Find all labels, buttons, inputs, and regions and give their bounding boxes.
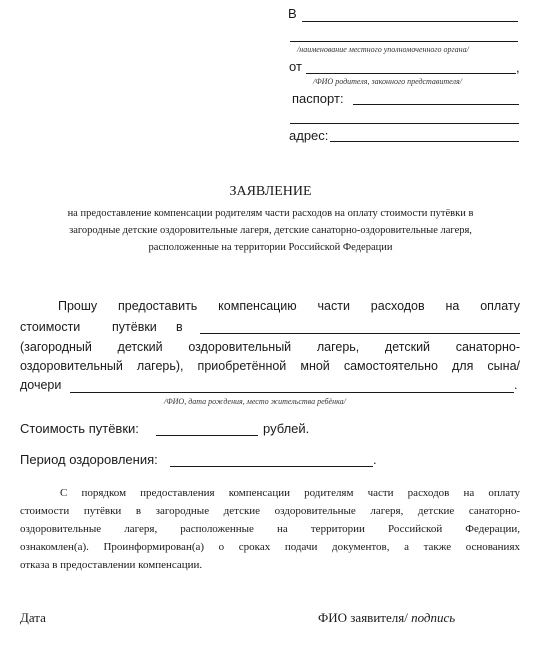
period-field-line[interactable]: [170, 466, 373, 467]
document-title: ЗАЯВЛЕНИЕ: [229, 184, 312, 199]
cost-unit: рублей.: [263, 421, 310, 436]
request-line-3: (загородный детский оздоровительный лагерь, детский санаторно-: [20, 340, 520, 354]
cost-label: Стоимость путёвки:: [20, 421, 139, 436]
passport-label: паспорт:: [292, 91, 344, 106]
from-prefix: от: [289, 59, 302, 74]
passport-field-line-2[interactable]: [290, 123, 519, 124]
notice-line-5: отказа в предоставлении компенсации.: [20, 559, 203, 571]
notice-line-3: оздоровительные лагеря, расположенные на территории Российской Федерации,: [20, 523, 520, 535]
child-info-field-line[interactable]: [70, 392, 514, 393]
period-tail: .: [373, 452, 377, 467]
to-field-line-2[interactable]: [290, 41, 518, 42]
request-line-5-prefix: дочери: [20, 378, 62, 392]
signer-name-label: ФИО заявителя/: [318, 610, 408, 625]
period-label: Период оздоровления:: [20, 452, 158, 467]
passport-field-line[interactable]: [353, 104, 519, 105]
from-caption: /ФИО родителя, законного представителя/: [313, 77, 462, 86]
from-field-line[interactable]: [306, 73, 516, 74]
request-line-4: оздоровительный лагерь), приобретённой мной самостоятельно для сына/: [20, 359, 520, 373]
request-line-1: Прошу предоставить компенсацию части расходов на оплату: [58, 299, 520, 313]
request-line-2a: стоимости: [20, 320, 81, 334]
cost-field-line[interactable]: [156, 435, 258, 436]
title-subtitle-line-2: загородные детские оздоровительные лагеря, детские санаторно-оздоровительные лагеря,: [69, 225, 472, 236]
to-prefix: В: [288, 6, 297, 21]
signature-label: подпись: [411, 610, 456, 625]
from-tail: ,: [516, 60, 520, 75]
address-field-line[interactable]: [330, 141, 519, 142]
request-line-2b: путёвки: [112, 320, 157, 334]
address-label: адрес:: [289, 128, 329, 143]
to-field-line[interactable]: [302, 21, 518, 22]
signer-label: [318, 610, 455, 626]
notice-line-2: стоимости путёвки в загородные детские оздоровительные лагеря, детские санаторно-: [20, 505, 520, 517]
request-line-2c: в: [176, 320, 183, 334]
title-subtitle-line-1: на предоставление компенсации родителям части расходов на оплату стоимости путёвки в: [67, 208, 474, 219]
to-caption: /наименование местного уполномоченного органа/: [297, 45, 469, 54]
request-line-5-tail: .: [514, 378, 518, 392]
camp-name-field-line[interactable]: [200, 333, 520, 334]
title-subtitle-line-3: расположенные на территории Российской Федерации: [148, 242, 393, 253]
child-info-caption: /ФИО, дата рождения, место жительства ребёнка/: [164, 397, 346, 406]
notice-line-1: С порядком предоставления компенсации родителям части расходов на оплату: [60, 487, 520, 499]
notice-line-4: ознакомлен(а). Проинформирован(а) о сроках подачи документов, а также основаниях: [20, 541, 520, 553]
date-label: Дата: [20, 610, 46, 625]
